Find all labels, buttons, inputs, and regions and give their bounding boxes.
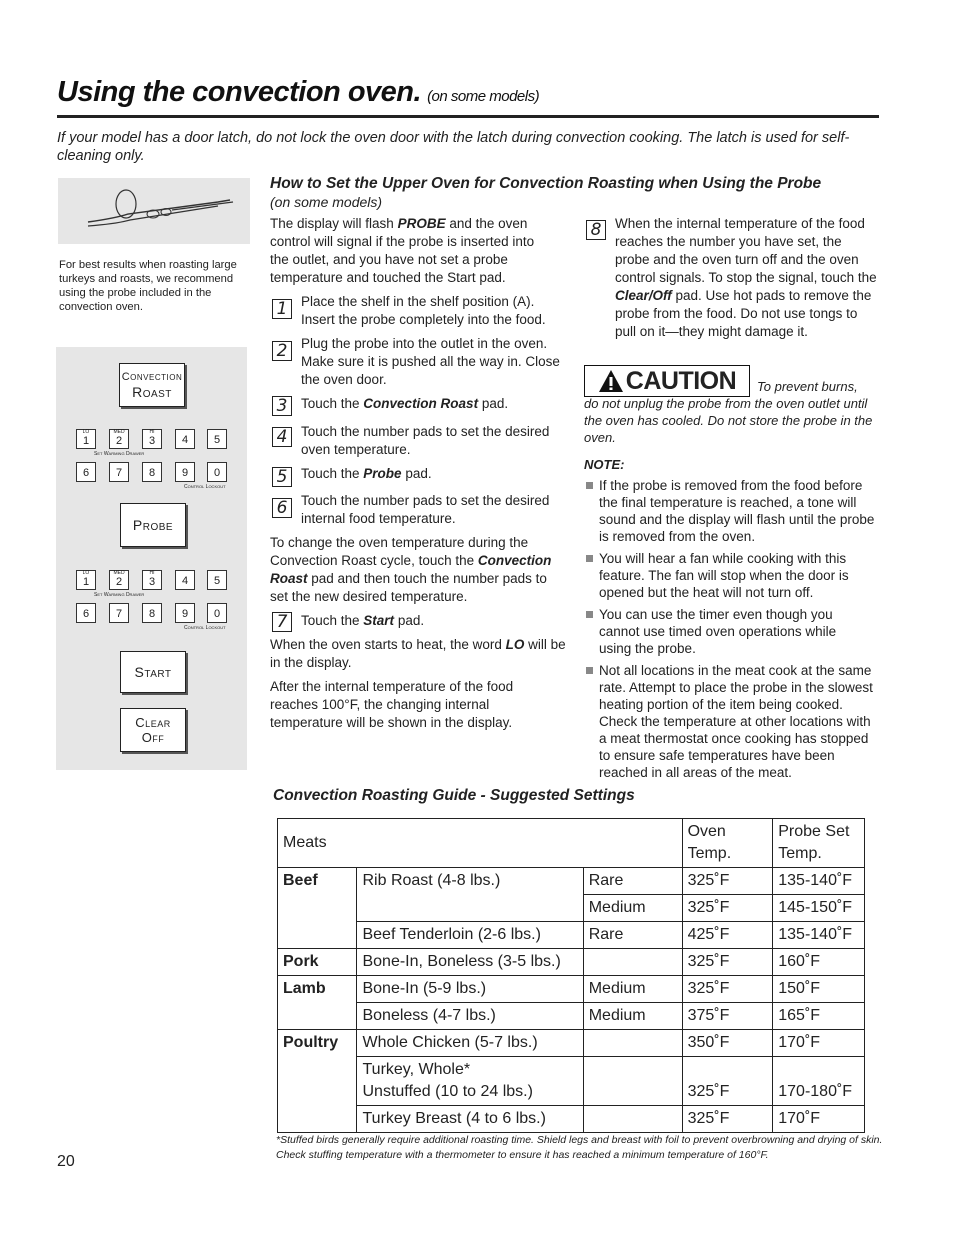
pad-3[interactable]: HI 3 [142, 429, 162, 449]
header-meats: Meats [278, 819, 683, 868]
pad-1[interactable]: LO 1 [76, 429, 96, 449]
cut-cell: Turkey Breast (4 to 6 lbs.) [357, 1106, 583, 1133]
doneness-cell [583, 1030, 682, 1057]
pad-7[interactable]: 7 [109, 603, 129, 623]
bullet-icon [586, 611, 593, 618]
pad-2[interactable]: MED 2 [109, 570, 129, 590]
category-lamb: Lamb [278, 976, 357, 1030]
doneness-cell [583, 1057, 682, 1106]
table-row [278, 1057, 865, 1106]
cut-cell: Bone-In, Boneless (3-5 lbs.) [357, 949, 583, 976]
step-number-7: 7 [272, 612, 292, 632]
probe-temp-cell: 135-140˚F [773, 868, 865, 895]
pad-5[interactable]: 5 [207, 429, 227, 449]
pad-0[interactable]: 0 [207, 603, 227, 623]
step-5-text: Touch the Probe pad. [301, 466, 432, 481]
convection-roast-label-2: Roast [132, 384, 172, 400]
side-note: For best results when roasting large turkeys and roasts, we recommend using the probe included in the convection oven. [59, 259, 237, 313]
caution-text-b: do not unplug the probe from the oven outlet until the oven has cooled. Do not store the probe in the oven. [584, 396, 873, 445]
pad-8[interactable]: 8 [142, 603, 162, 623]
start-button[interactable]: Start [120, 651, 186, 693]
probe-temp-cell: 170˚F [773, 1030, 865, 1057]
step-7-text: Touch the Start pad. [301, 613, 425, 628]
oven-temp-cell: 325˚F [682, 1106, 773, 1133]
intro-text: If your model has a door latch, do not lock the oven door with the latch during convection cooking. The latch is used for self-cleaning only. [57, 130, 850, 164]
pad-9[interactable]: 9 [175, 462, 195, 482]
category-beef: Beef [278, 868, 357, 949]
pad-1[interactable]: LO 1 [76, 570, 96, 590]
cut-cell: Rib Roast (4-8 lbs.) [357, 868, 583, 922]
step-number-6: 6 [272, 498, 292, 518]
oven-temp-cell: 325˚F [682, 895, 773, 922]
doneness-cell: Medium [583, 976, 682, 1003]
clear-label: Clear [135, 715, 171, 730]
cut-cell: Bone-In (5-9 lbs.) [357, 976, 583, 1003]
header-probe-temp: Probe Set Temp. [773, 819, 865, 868]
table-header-row [278, 819, 865, 868]
bullet-icon [586, 482, 593, 489]
convection-roast-button[interactable] [119, 363, 185, 407]
note-label: NOTE: [584, 457, 625, 472]
step-number-8: 8 [586, 220, 606, 240]
off-label: Off [141, 730, 165, 745]
doneness-cell: Medium [583, 1003, 682, 1030]
oven-temp-cell: 325˚F [682, 976, 773, 1003]
caution-label: CAUTION [584, 365, 750, 397]
step-number-4: 4 [272, 427, 292, 447]
table-footnote: *Stuffed birds generally require additional roasting time. Shield legs and breast with foil to prevent overbrowning and drying of skin. Check stuffing temperature with a thermometer to ensure it has reached a minimum temperature of 160°F. [276, 1134, 883, 1161]
probe-temp-cell: 165˚F [773, 1003, 865, 1030]
probe-temp-cell: 150˚F [773, 976, 865, 1003]
probe-temp-cell: 145-150˚F [773, 895, 865, 922]
after-text: After the internal temperature of the food reaches 100°F, the changing internal temperature will be shown in the display. [270, 679, 514, 730]
category-poultry: Poultry [278, 1030, 357, 1133]
set-warming-drawer-label: Set Warming Drawer [94, 592, 145, 598]
control-lockout-label: Control Lockout [184, 484, 226, 490]
pad-6[interactable]: 6 [76, 462, 96, 482]
note-item-4: Not all locations in the meat cook at the same rate. Attempt to place the probe in the slowest heating portion of the item being cooked. Check the temperature at other locations with a meat thermostat once cooking has stopped to ensure safe temperatures have been reached in all areas of the meat. [599, 663, 873, 780]
step-number-5: 5 [272, 467, 292, 487]
step-number-1: 1 [272, 299, 292, 319]
table-title: Convection Roasting Guide - Suggested Settings [273, 787, 635, 804]
step-3-text: Touch the Convection Roast pad. [301, 396, 509, 411]
pad-2[interactable]: MED 2 [109, 429, 129, 449]
doneness-cell: Medium [583, 895, 682, 922]
change-temp-text: To change the oven temperature during the Convection Roast cycle, touch the Convection Roast pad and then touch the number pads to set the new desired temperature. [270, 535, 552, 604]
pad-0[interactable]: 0 [207, 462, 227, 482]
oven-temp-cell: 325˚F [682, 1057, 773, 1106]
heat-text: When the oven starts to heat, the word LO will be in the display. [270, 637, 566, 670]
doneness-cell [583, 1106, 682, 1133]
probe-button[interactable]: Probe [120, 503, 186, 547]
oven-temp-cell: 425˚F [682, 922, 773, 949]
probe-illustration [58, 178, 250, 244]
table-row [278, 1003, 865, 1030]
step-1-text: Place the shelf in the shelf position (A). Insert the probe completely into the food. [301, 294, 546, 327]
table-row [278, 949, 865, 976]
probe-temp-cell: 160˚F [773, 949, 865, 976]
probe-temp-cell: 135-140˚F [773, 922, 865, 949]
bullet-icon [586, 667, 593, 674]
warning-icon [598, 369, 624, 393]
pad-4[interactable]: 4 [175, 429, 195, 449]
title-rule [57, 115, 879, 118]
cut-cell: Turkey, Whole* Unstuffed (10 to 24 lbs.) [357, 1057, 583, 1106]
page-subtitle: (on some models) [427, 88, 540, 105]
pad-3[interactable]: HI 3 [142, 570, 162, 590]
keypad-panel [56, 347, 247, 770]
step-number-2: 2 [272, 341, 292, 361]
cut-cell: Whole Chicken (5-7 lbs.) [357, 1030, 583, 1057]
pad-8[interactable]: 8 [142, 462, 162, 482]
section-subtitle: (on some models) [270, 194, 383, 210]
set-warming-drawer-label: Set Warming Drawer [94, 451, 145, 457]
table-row [278, 922, 865, 949]
category-pork: Pork [278, 949, 357, 976]
step-4-text: Touch the number pads to set the desired oven temperature. [301, 424, 550, 457]
table-row [278, 868, 865, 895]
page-number: 20 [57, 1153, 75, 1170]
bullet-icon [586, 555, 593, 562]
doneness-cell: Rare [583, 868, 682, 895]
note-item-2: You will hear a fan while cooking with this feature. The fan will stop when the door is opened but the heat will not turn off. [599, 551, 849, 600]
probe-intro: The display will flash PROBE and the oven control will signal if the probe is inserted into the outlet, and you have not set a probe temperature and touched the Start pad. [270, 216, 535, 285]
pad-5[interactable]: 5 [207, 570, 227, 590]
cut-cell: Boneless (4-7 lbs.) [357, 1003, 583, 1030]
doneness-cell: Rare [583, 922, 682, 949]
table-row [278, 1030, 865, 1057]
roasting-guide-table [277, 818, 865, 1133]
page-title: Using the convection oven. (on some models) [57, 76, 540, 108]
oven-temp-cell: 325˚F [682, 868, 773, 895]
probe-temp-cell: 170˚F [773, 1106, 865, 1133]
step-2-text: Plug the probe into the outlet in the oven. Make sure it is pushed all the way in. Close the oven door. [301, 336, 560, 387]
clear-off-button[interactable] [120, 708, 186, 752]
step-6-text: Touch the number pads to set the desired internal food temperature. [301, 493, 550, 526]
pad-4[interactable]: 4 [175, 570, 195, 590]
cut-cell: Beef Tenderloin (2-6 lbs.) [357, 922, 583, 949]
pad-9[interactable]: 9 [175, 603, 195, 623]
control-lockout-label: Control Lockout [184, 625, 226, 631]
table-row [278, 1106, 865, 1133]
pad-6[interactable]: 6 [76, 603, 96, 623]
header-oven-temp: Oven Temp. [682, 819, 773, 868]
pad-7[interactable]: 7 [109, 462, 129, 482]
probe-icon [58, 178, 250, 244]
section-title: How to Set the Upper Oven for Convection Roasting when Using the Probe [270, 175, 822, 192]
oven-temp-cell: 325˚F [682, 949, 773, 976]
table-row [278, 976, 865, 1003]
step-8-text: When the internal temperature of the food reaches the number you have set, the probe and the oven turn off and the oven control signals. To stop the signal, touch the Clear/Off pad. Use hot pads to remove the probe from the food. Do not use tongs to pull on it—they might damage it. [615, 216, 877, 339]
step-number-3: 3 [272, 396, 292, 416]
note-item-1: If the probe is removed from the food before the final temperature is reached, a tone will sound and the display will flash until the probe is removed from the oven. [599, 478, 875, 544]
doneness-cell [583, 949, 682, 976]
oven-temp-cell: 350˚F [682, 1030, 773, 1057]
caution-text-a: To prevent burns, [757, 379, 858, 394]
note-item-3: You can use the timer even though you cannot use timed oven operations while using the probe. [599, 607, 837, 656]
probe-temp-cell: 170-180˚F [773, 1057, 865, 1106]
convection-roast-label-1: Convection [121, 371, 183, 383]
oven-temp-cell: 375˚F [682, 1003, 773, 1030]
